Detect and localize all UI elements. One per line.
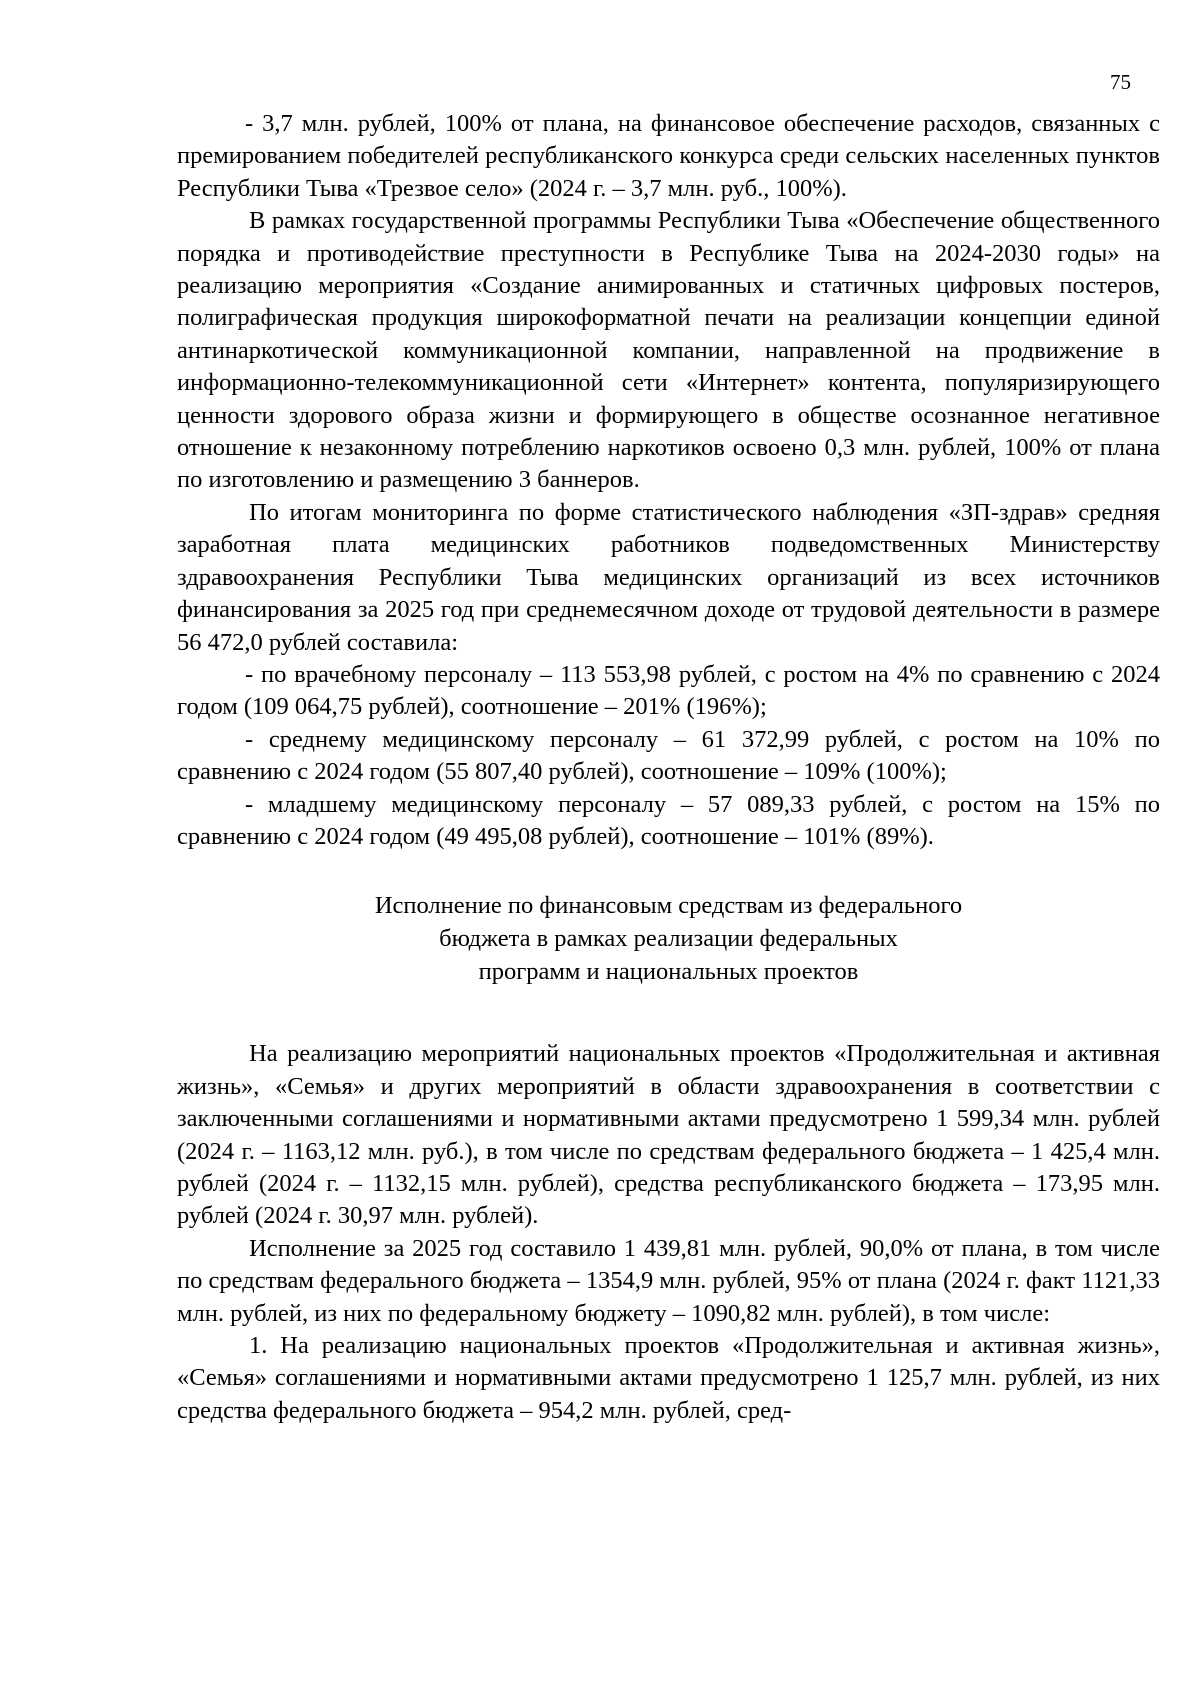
- page-number: 75: [1110, 70, 1131, 94]
- paragraph-national-projects: На реализацию мероприятий национальных проектов «Продолжительная и активная жизнь», «Семья» и других мероприятий в области здравоохранения в соответствии с заключенными соглашениями и нормативными актами предусмотрено 1 599,34 млн. рублей (2024 г. – 1163,12 млн. руб.), в том числе по средствам федерального бюджета – 1 425,4 млн. рублей (2024 г. – 1132,15 млн. рублей), средства республиканского бюджета – 173,95 млн. рублей (2024 г. 30,97 млн. рублей).: [177, 1040, 1160, 1230]
- heading-line: программ и национальных проектов: [478, 958, 859, 986]
- document-body: [177, 108, 1160, 1427]
- paragraph-salary-monitoring: По итогам мониторинга по форме статистического наблюдения «ЗП-здрав» средняя заработная плата медицинских работников подведомственных Министерству здравоохранения Республики Тыва медицинских организаций из всех источников финансирования за 2025 год при среднемесячном доходе от трудовой деятельности в размере 56 472,0 рублей составила:: [177, 498, 1160, 656]
- list-item-junior-staff: - младшему медицинскому персоналу – 57 089,33 рублей, с ростом на 15% по сравнению с 2024 годом (49 495,08 рублей), соотношение – 101% (89%).: [177, 790, 1160, 850]
- paragraph-state-program: В рамках государственной программы Республики Тыва «Обеспечение общественного порядка и противодействие преступности в Республике Тыва на 2024-2030 годы» на реализацию мероприятия «Создание анимированных и статичных цифровых постеров, полиграфическая продукция широкоформатной печати на реализации концепции единой антинаркотической коммуникационной компании, направленной на продвижение в информационно-телекоммуникационной сети «Интернет» контента, популяризирующего ценности здорового образа жизни и формирующего в обществе осознанное негативное отношение к незаконному потреблению наркотиков освоено 0,3 млн. рублей, 100% от плана по изготовлению и размещению 3 баннеров.: [177, 207, 1160, 494]
- paragraph-item-1: 1. На реализацию национальных проектов «Продолжительная и активная жизнь», «Семья» соглашениями и нормативными актами предусмотрено 1 125,7 млн. рублей, из них средства федерального бюджета – 954,2 млн. рублей, сред-: [177, 1332, 1160, 1424]
- heading-line: Исполнение по финансовым средствам из федерального: [374, 892, 963, 920]
- paragraph-award-expenses: - 3,7 млн. рублей, 100% от плана, на финансовое обеспечение расходов, связанных с премированием победителей республиканского конкурса среди сельских населенных пунктов Республики Тыва «Трезвое село» (2024 г. – 3,7 млн. руб., 100%).: [177, 110, 1160, 202]
- list-item-nurses: - среднему медицинскому персоналу – 61 372,99 рублей, с ростом на 10% по сравнению с 2024 годом (55 807,40 рублей), соотношение – 109% (100%);: [177, 725, 1160, 786]
- spacer: [177, 988, 1160, 1038]
- heading-line: бюджета в рамках реализации федеральных: [439, 925, 898, 953]
- list-item-doctors: - по врачебному персоналу – 113 553,98 рублей, с ростом на 4% по сравнению с 2024 годом (109 064,75 рублей), соотношение – 201% (196%);: [177, 660, 1160, 721]
- section-heading: [177, 889, 1160, 988]
- paragraph-execution-2025: Исполнение за 2025 год составило 1 439,81 млн. рублей, 90,0% от плана, в том числе по средствам федерального бюджета – 1354,9 млн. рублей, 95% от плана (2024 г. факт 1121,33 млн. рублей, из них по федеральному бюджету – 1090,82 млн. рублей), в том числе:: [177, 1234, 1160, 1327]
